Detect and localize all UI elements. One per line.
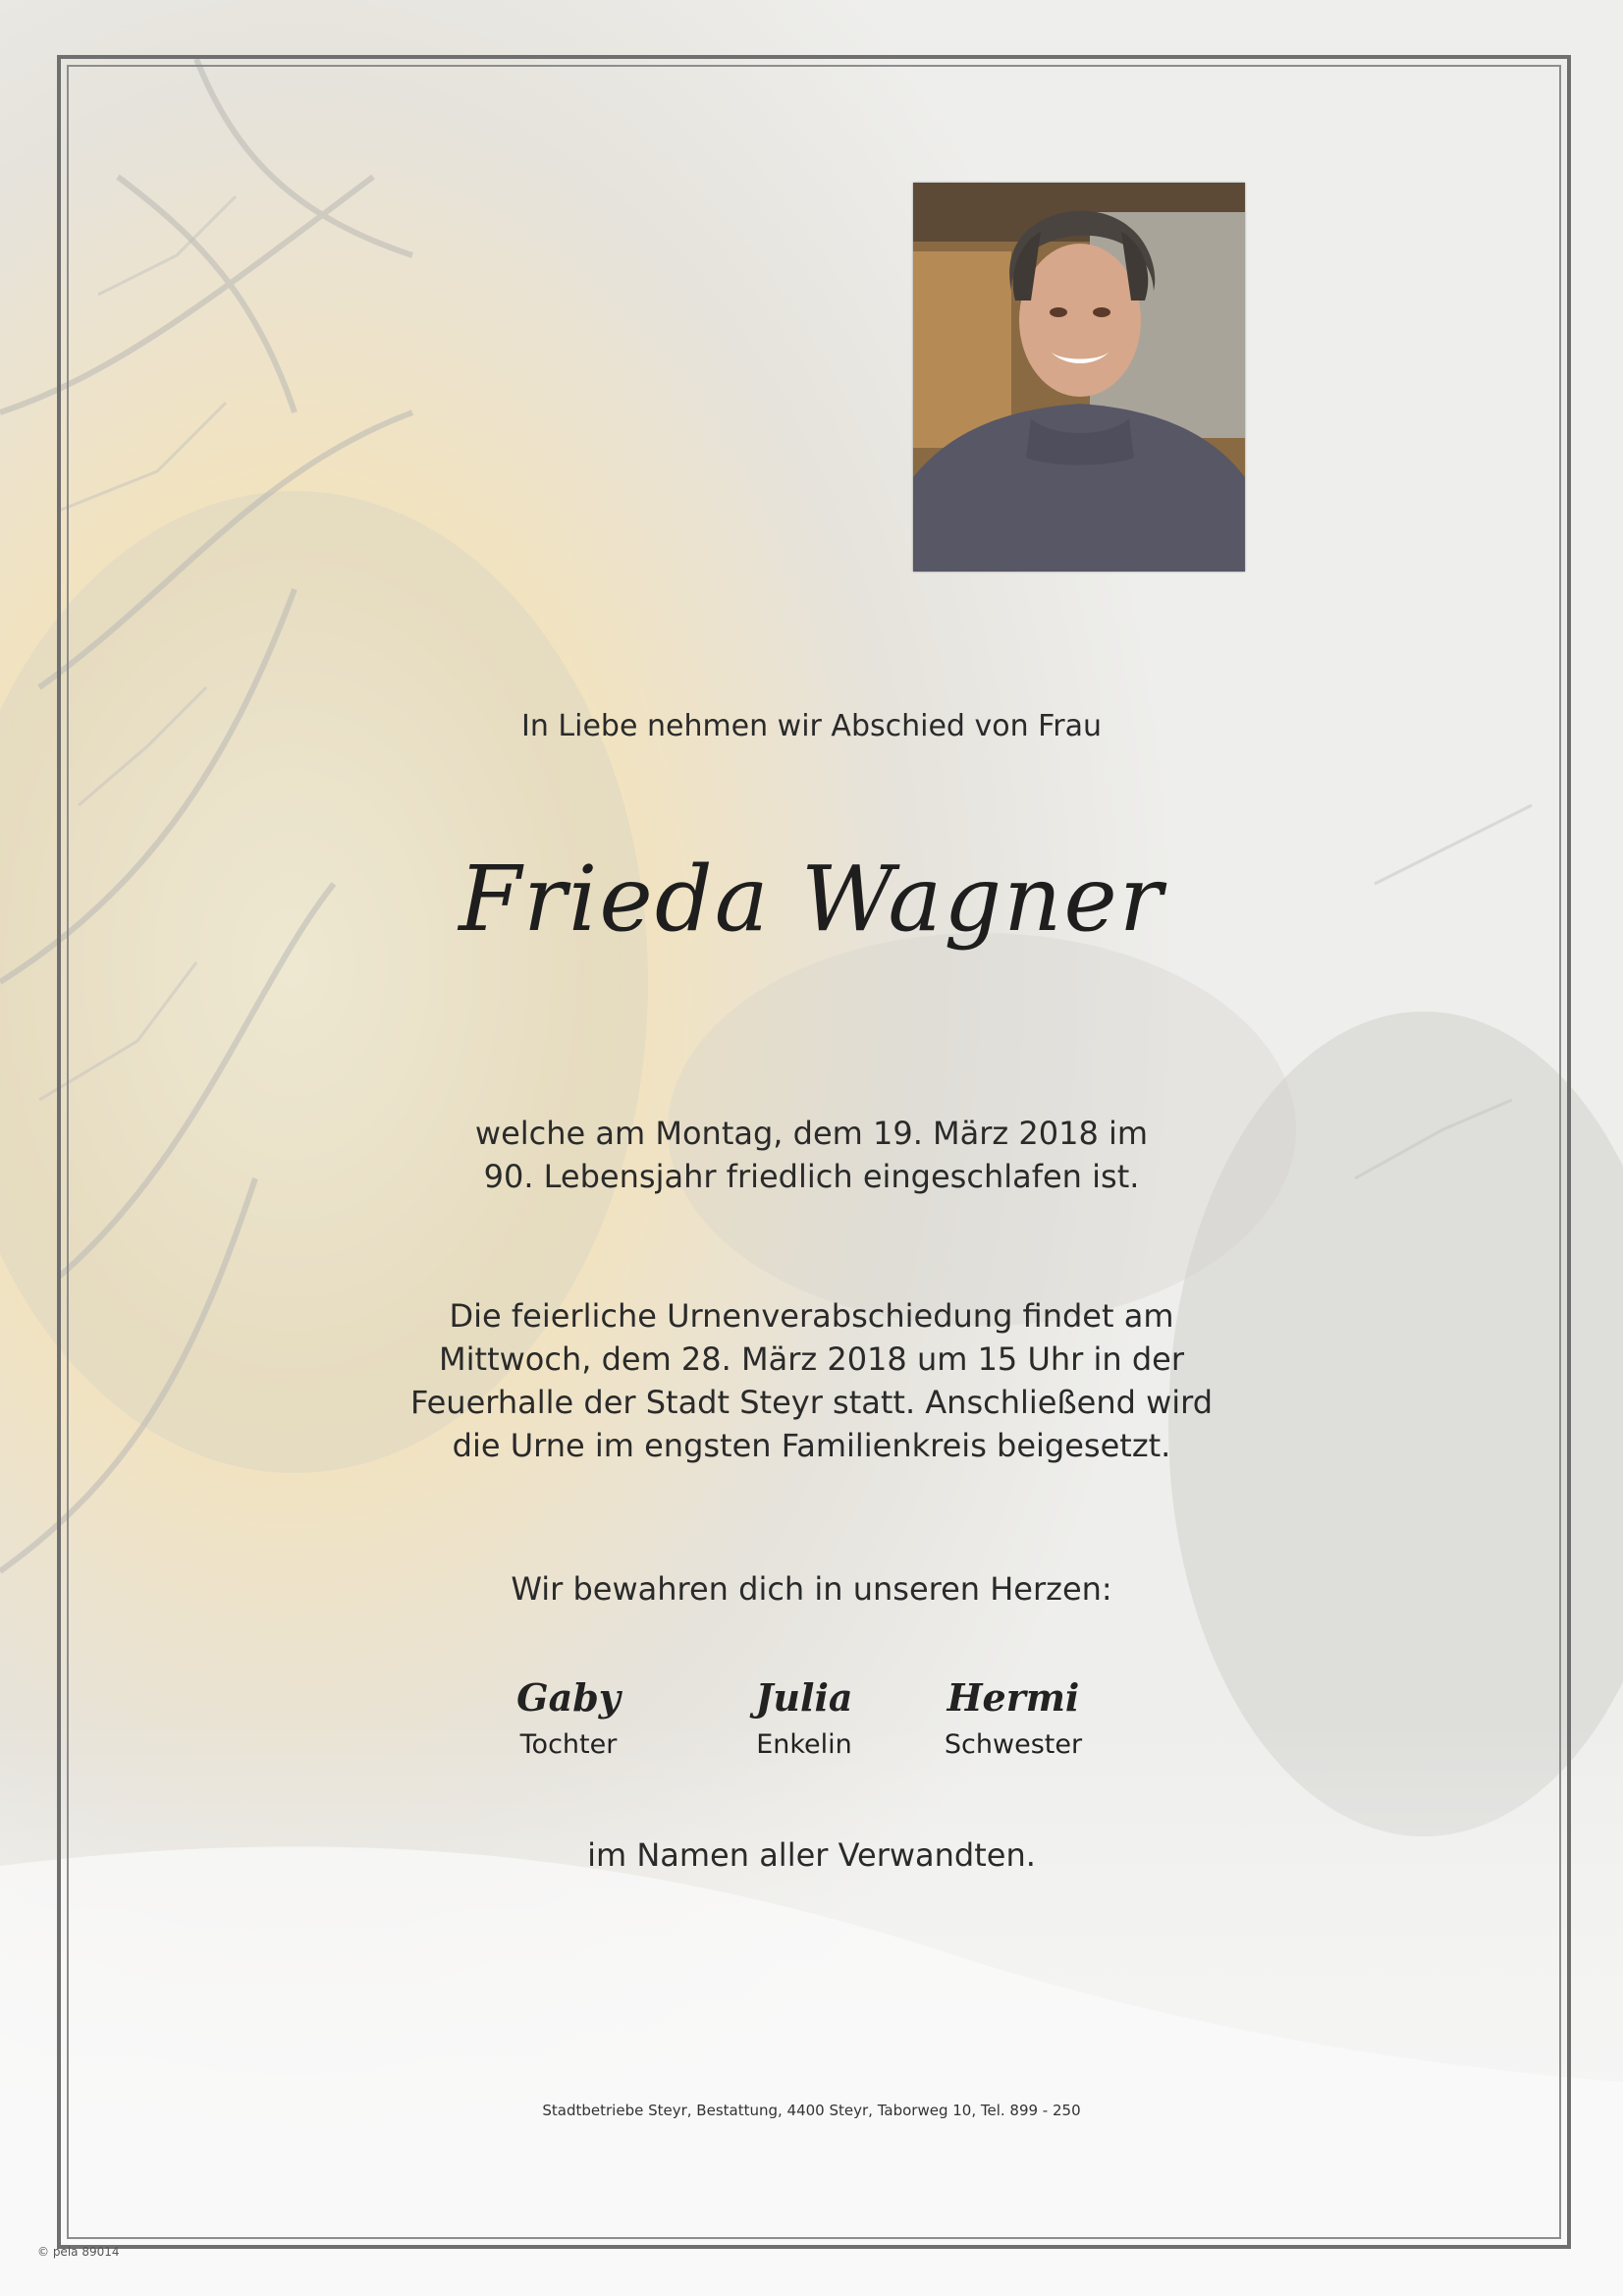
relative-role: Tochter: [519, 1729, 618, 1760]
relative-role: Enkelin: [756, 1729, 852, 1760]
relative-hermi: [886, 1675, 1141, 1760]
closing-text: im Namen aller Verwandten.: [587, 1836, 1036, 1874]
ceremony-line: Mittwoch, dem 28. März 2018 um 15 Uhr in der: [439, 1340, 1184, 1378]
deceased-name: Frieda Wagner: [459, 847, 1164, 952]
relative-role: Schwester: [944, 1729, 1083, 1760]
portrait-photo: [913, 183, 1245, 572]
intro-text: In Liebe nehmen wir Abschied von Frau: [521, 709, 1102, 743]
print-mark: © pela 89014: [37, 2245, 120, 2259]
death-notice: [0, 1112, 1623, 1198]
death-line: 90. Lebensjahr friedlich eingeschlafen ist.: [483, 1158, 1140, 1195]
relative-name: Gaby: [516, 1675, 621, 1720]
ceremony-notice: [0, 1294, 1623, 1467]
ceremony-line: Feuerhalle der Stadt Steyr statt. Anschließend wird: [409, 1384, 1214, 1421]
death-line: welche am Montag, dem 19. März 2018 im: [474, 1115, 1149, 1152]
remembrance-text: Wir bewahren dich in unseren Herzen:: [511, 1570, 1112, 1608]
ceremony-line: Die feierliche Urnenverabschiedung findet am: [449, 1297, 1174, 1335]
relative-name: Hermi: [947, 1675, 1080, 1720]
relative-gaby: [441, 1675, 696, 1760]
relative-name: Julia: [755, 1675, 853, 1720]
ceremony-line: die Urne im engsten Familienkreis beigesetzt.: [452, 1427, 1171, 1464]
funeral-home-footer: Stadtbetriebe Steyr, Bestattung, 4400 Steyr, Taborweg 10, Tel. 899 - 250: [542, 2102, 1081, 2119]
